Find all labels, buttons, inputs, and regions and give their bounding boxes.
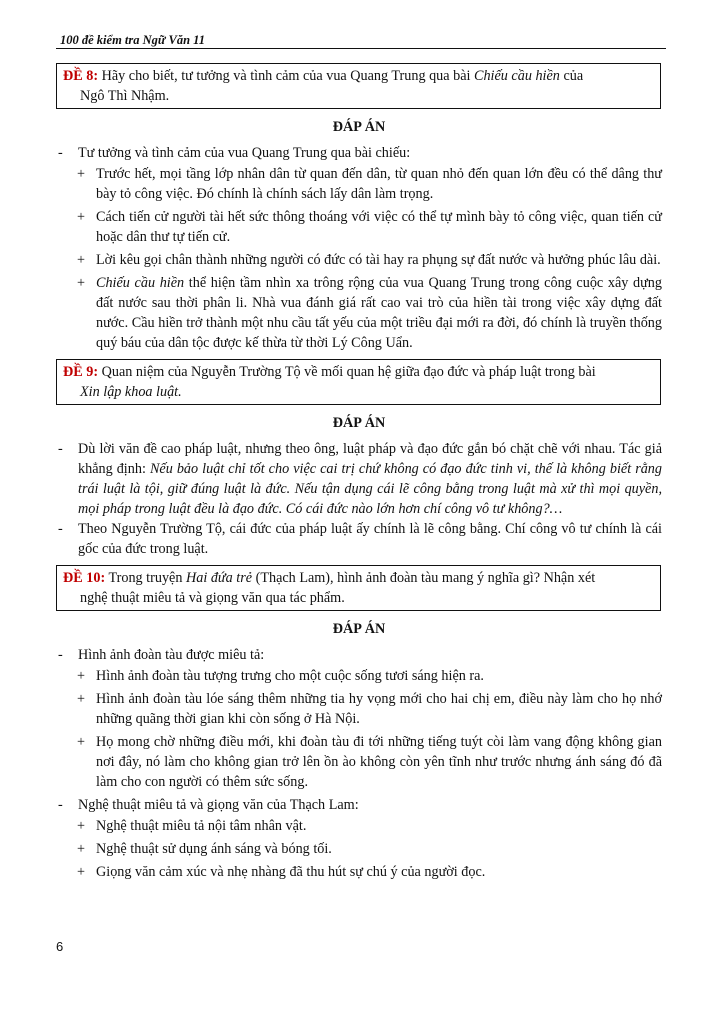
answer-8-bullet-3-text: Lời kêu gọi chân thành những người có đức có tài hay ra phụng sự đất nước và hưởng phúc lâu dài.	[96, 252, 661, 268]
answer-10-bullet-2	[77, 689, 662, 729]
answer-10-bullet-2-text: Hình ảnh đoàn tàu lóe sáng thêm những tia hy vọng mới cho hai chị em, điều này làm cho họ nhớ những quãng thời gian khi còn sống ở Hà Nội.	[96, 691, 662, 727]
answer-9-point-1-text: Dù lời văn đề cao pháp luật, nhưng theo ông, luật pháp và đạo đức gắn bó chặt chẽ với nhau. Tác giả khẳng định:	[78, 441, 662, 477]
answer-10-bullet-6	[77, 862, 662, 882]
answer-10-bullet-4-text: Nghệ thuật miêu tả nội tâm nhân vật.	[96, 818, 307, 834]
dash-marker: -	[58, 441, 63, 457]
question-text-9: Quan niệm của Nguyễn Trường Tộ về mối quan hệ giữa đạo đức và pháp luật trong bài	[98, 364, 596, 380]
answer-10-bullet-6-text: Giọng văn cảm xúc và nhẹ nhàng đã thu hút sự chú ý của người đọc.	[96, 864, 486, 880]
question-text-8-end: của	[559, 68, 584, 84]
plus-marker: +	[77, 209, 86, 225]
dash-marker: -	[58, 145, 63, 161]
answer-10-point-2-text: Nghệ thuật miêu tả và giọng văn của Thạch Lam:	[78, 797, 359, 813]
answer-10-bullet-1-text: Hình ảnh đoàn tàu tượng trưng cho một cuộc sống tươi sáng hiện ra.	[96, 668, 484, 684]
question-label-10: ĐỀ 10:	[63, 570, 106, 586]
dash-marker: -	[58, 521, 63, 537]
page-number: 6	[56, 939, 64, 954]
answer-8-bullet-2-text: Cách tiến cử người tài hết sức thông thoáng với việc có thể tự mình bày tỏ công việc, quan tiến cử hoặc dân thư tự tiến cử.	[96, 209, 662, 245]
question-text-10-line2: nghệ thuật miêu tả và giọng văn qua tác phẩm.	[80, 590, 345, 606]
question-box-10	[56, 565, 661, 611]
answer-heading-10: ĐÁP ÁN	[332, 621, 386, 637]
plus-marker: +	[77, 166, 86, 182]
question-text-9-line2	[63, 382, 652, 402]
answer-8-bullet-2	[77, 207, 662, 247]
dash-marker: -	[58, 797, 63, 813]
header-rule	[56, 48, 666, 49]
answer-10-bullet-5	[77, 839, 662, 859]
plus-marker: +	[77, 691, 86, 707]
running-header: 100 đề kiểm tra Ngữ Văn 11	[60, 33, 205, 47]
answer-8-bullet-4-italic: Chiếu cầu hiền	[96, 275, 185, 291]
answer-8-bullet-4	[77, 273, 662, 353]
answer-9-point-2-text: Theo Nguyễn Trường Tộ, cái đức của pháp luật ấy chính là lẽ công bằng. Chí công vô tư chính là cái gốc của đức trong luật.	[78, 521, 662, 557]
question-box-8	[56, 63, 661, 109]
plus-marker: +	[77, 275, 86, 291]
plus-marker: +	[77, 864, 86, 880]
work-title-hai-dua-tre: Hai đứa trẻ	[185, 570, 253, 586]
question-text-10: Trong truyện	[105, 570, 186, 586]
dash-marker: -	[58, 647, 63, 663]
plus-marker: +	[77, 668, 86, 684]
answer-10-bullet-3-text: Họ mong chờ những điều mới, khi đoàn tàu đi tới những tiếng tuýt còi làm vang động không gian nơi đây, nó làm cho không gian trở lên ồn ào không còn yên tĩnh như trước nhưng ánh sáng đó đã làm cho con người có thêm sức sống.	[96, 734, 662, 790]
question-label-8: ĐỀ 8:	[63, 68, 99, 84]
answer-heading-8: ĐÁP ÁN	[332, 119, 386, 135]
answer-9-point-1	[58, 439, 662, 519]
answer-8-bullet-1	[77, 164, 662, 204]
work-title-xin-lap-khoa-luat: Xin lập khoa luật.	[80, 384, 182, 400]
answer-10-bullet-3	[77, 732, 662, 792]
answer-9-point-2	[58, 519, 662, 559]
answer-9-quote: Nếu bảo luật chỉ tốt cho việc cai trị chứ không có đạo đức tinh vi, thế là không biết rằng trái luật là tội, giữ đúng luật là đức. Nếu tận dụng cái lẽ công bằng trong luật mà xử thì mọi quyền, mọi pháp trong luật đều là đạo đức. Có cái đức nào lớn hơn chí công vô tư không?…	[78, 461, 662, 517]
answer-10-point-1-text: Hình ảnh đoàn tàu được miêu tả:	[78, 647, 265, 663]
question-box-9	[56, 359, 661, 405]
answer-8-bullet-4-text: thể hiện tầm nhìn xa trông rộng của vua Quang Trung trong công cuộc xây dựng đất nước sau thời phân li. Nhà vua đánh giá rất cao vai trò của hiền tài trong việc xây dựng đất nước. Cầu hiền trở thành một nhu cầu tất yếu của một triều đại mới ra đời, đó chính là truyền thống quý báu của dân tộc được kế thừa từ thời Lý Công Uẩn.	[96, 275, 662, 351]
answer-8-bullet-1-text: Trước hết, mọi tầng lớp nhân dân từ quan đến dân, từ quan nhỏ đến quan lớn đều có thể dâng thư bày tỏ công việc. Đó chính là chính sách lấy dân làm trọng.	[96, 166, 662, 202]
question-text-10-mid: (Thạch Lam), hình ảnh đoàn tàu mang ý nghĩa gì? Nhận xét	[252, 570, 596, 586]
plus-marker: +	[77, 841, 86, 857]
answer-heading-9: ĐÁP ÁN	[332, 415, 386, 431]
answer-10-point-2	[58, 795, 662, 815]
answer-8-intro	[58, 143, 662, 163]
plus-marker: +	[77, 252, 86, 268]
answer-10-bullet-4	[77, 816, 662, 836]
question-text-8-line2: Ngô Thì Nhậm.	[80, 88, 170, 104]
plus-marker: +	[77, 818, 86, 834]
plus-marker: +	[77, 734, 86, 750]
question-text-8: Hãy cho biết, tư tưởng và tình cảm của vua Quang Trung qua bài	[98, 68, 474, 84]
work-title-chieu-cau-hien: Chiếu cầu hiền	[474, 68, 560, 84]
answer-8-intro-text: Tư tưởng và tình cảm của vua Quang Trung qua bài chiếu:	[78, 145, 411, 161]
page-content	[0, 63, 718, 885]
answer-10-bullet-5-text: Nghệ thuật sử dụng ánh sáng và bóng tối.	[96, 841, 332, 857]
answer-8-bullet-3	[77, 250, 662, 270]
answer-10-bullet-1	[77, 666, 662, 686]
answer-10-point-1	[58, 645, 662, 665]
question-label-9: ĐỀ 9:	[63, 364, 99, 380]
